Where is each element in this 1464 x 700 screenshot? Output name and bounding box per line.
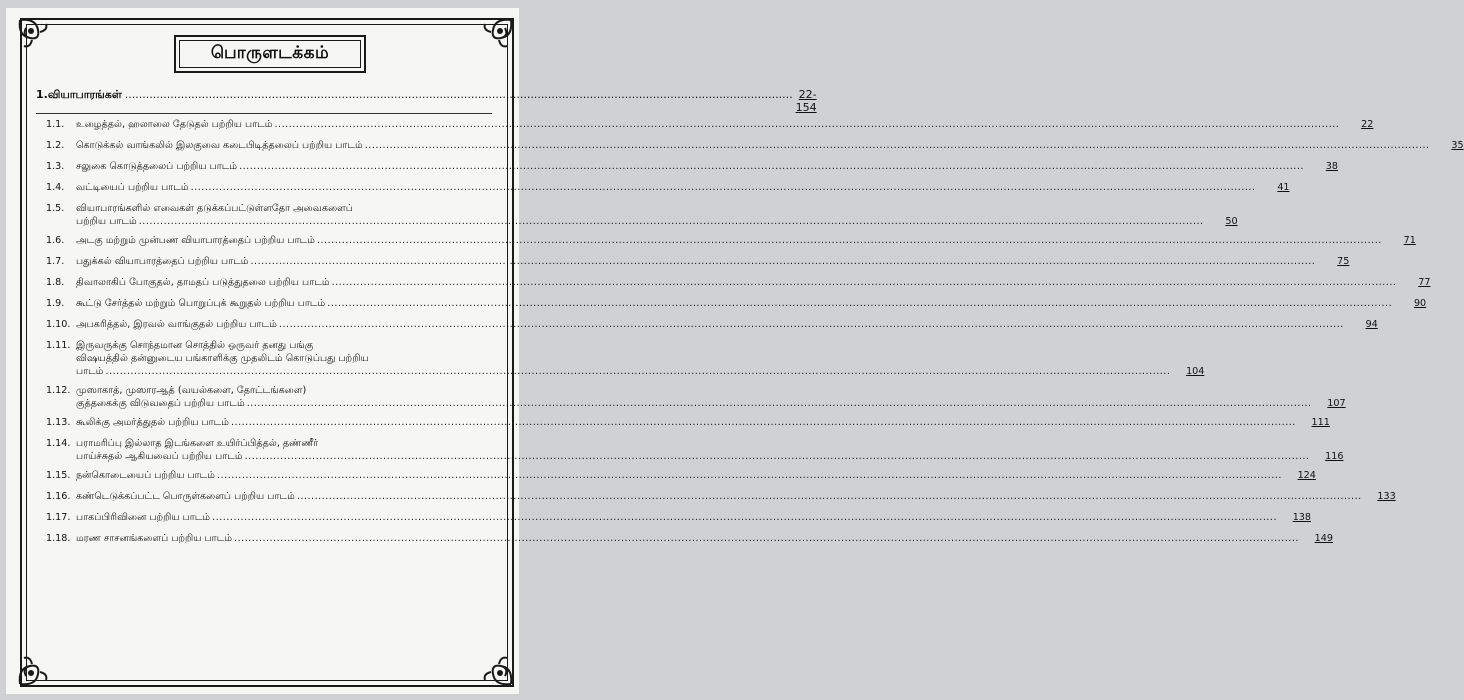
entry-title-line <box>76 339 1170 352</box>
entry-number: 1.6. <box>46 235 65 246</box>
entry-page-number: 133 <box>1377 491 1396 502</box>
entry-title-text: வட்டியைப் பற்றிய பாடம் <box>76 182 189 193</box>
leader-dots: ............................................................................................................................................................................................................................................................................................................ <box>331 277 1397 288</box>
entry-title-line <box>76 202 1204 215</box>
entry-page-number: 149 <box>1314 533 1333 544</box>
entry-page-number: 104 <box>1186 366 1205 377</box>
entry-title-text: உழைத்தல், ஹலாலை தேடுதல் பற்றிய பாடம் <box>76 119 273 130</box>
entry-page-number: 138 <box>1292 512 1312 523</box>
entry-title-text: பாடம் <box>76 366 104 377</box>
leader-dots: ............................................................................................................................................................................................................................................................................................................ <box>244 451 1310 462</box>
page-title: பொருளடக்கம் <box>174 35 366 73</box>
entry-title <box>76 139 1430 152</box>
entry-page-number: 50 <box>1225 216 1238 227</box>
entry-title-line <box>76 181 1256 194</box>
entry-number: 1.3. <box>46 161 65 172</box>
entry-number: 1.8. <box>46 277 65 288</box>
entry-number: 1.13. <box>46 417 71 428</box>
entry-title-line <box>76 450 1309 463</box>
toc-entry[interactable] <box>36 255 1350 268</box>
leader-dots: ............................................................................................................................................................................................................................................................................................................ <box>217 470 1282 481</box>
entry-title-text: பதுக்கல் வியாபாரத்தைப் பற்றிய பாடம் <box>76 256 249 267</box>
entry-number: 1.11. <box>46 340 71 351</box>
entry-title <box>76 490 1362 503</box>
book-page <box>6 8 1464 694</box>
entry-title-line <box>76 416 1296 429</box>
entry-title-text: பற்றிய பாடம் <box>76 216 137 227</box>
entry-title-line <box>76 234 1382 247</box>
entry-title-line <box>76 397 1312 410</box>
toc-entry[interactable] <box>36 416 1330 429</box>
entry-title-line <box>76 255 1315 268</box>
entry-title <box>76 416 1296 429</box>
entry-title-text: பராமரிப்பு இல்லாத இடங்களை உயிர்ப்பித்தல், தண்ணீர் <box>76 438 319 449</box>
entry-title-line <box>76 160 1304 173</box>
leader-dots: ............................................................................................................................................................................................................................................................................................................ <box>316 235 1382 246</box>
leader-dots: ............................................................................................................................................................................................................................................................................................................ <box>246 398 1312 409</box>
entry-title-text: கூட்டு சேர்த்தல் மற்றும் பொறுப்புக் கூறுதல் பற்றிய பாடம் <box>76 298 326 309</box>
entry-number: 1.4. <box>46 182 65 193</box>
toc-entry[interactable] <box>36 202 1238 228</box>
entry-title-line <box>76 318 1344 331</box>
toc-entry[interactable] <box>36 490 1396 503</box>
entry-page-number: 90 <box>1413 298 1427 309</box>
toc-entries <box>36 118 1464 545</box>
entry-title <box>76 160 1304 173</box>
toc-entry[interactable] <box>36 318 1378 331</box>
entry-title <box>76 437 1309 463</box>
entry-title-line <box>76 365 1170 378</box>
entry-title-line <box>76 352 1170 365</box>
entry-title-line <box>76 139 1430 152</box>
entry-number: 1.2. <box>46 140 65 151</box>
entry-page-number: 35 <box>1451 140 1464 151</box>
leader-dots: ............................................................................................................................................................................................... <box>124 88 793 101</box>
leader-dots: ............................................................................................................................................................................................................................................................................................................ <box>230 417 1296 428</box>
entry-title <box>76 181 1256 194</box>
entry-title-line <box>76 215 1204 228</box>
entry-number: 1.16. <box>46 491 71 502</box>
toc-entry[interactable] <box>36 118 1374 131</box>
chapter-heading[interactable] <box>36 88 817 114</box>
leader-dots: ............................................................................................................................................................................................................................................................................................................ <box>364 140 1430 151</box>
toc-entry[interactable] <box>36 532 1333 545</box>
entry-title-line <box>76 511 1277 524</box>
entry-title <box>76 276 1396 289</box>
entry-number: 1.15. <box>46 470 71 481</box>
toc-entry[interactable] <box>36 276 1431 289</box>
entry-title <box>76 118 1339 131</box>
divider <box>36 113 492 114</box>
entry-title-text: விஷயத்தில் தன்னுடைய பங்காளிக்கு முதலிடம் கொடுப்பது பற்றிய <box>76 353 369 364</box>
leader-dots: ............................................................................................................................................................................................................................................................................................................ <box>250 256 1316 267</box>
entry-title-text: இருவருக்கு சொந்தமான சொத்தில் ஒருவர் தனது பங்கு <box>76 340 314 351</box>
leader-dots: ............................................................................................................................................................................................................................................................................................................ <box>239 161 1304 172</box>
entry-title <box>76 532 1299 545</box>
entry-number: 1.7. <box>46 256 65 267</box>
entry-title-text: குத்தகைக்கு விடுவதைப் பற்றிய பாடம் <box>76 398 245 409</box>
toc-entry[interactable] <box>36 139 1464 152</box>
corner-ornament-icon <box>475 16 515 56</box>
entry-title-text: அபகரித்தல், இரவல் வாங்குதல் பற்றிய பாடம் <box>76 319 277 330</box>
entry-title <box>76 511 1277 524</box>
entry-page-number: 38 <box>1325 161 1338 172</box>
corner-ornament-icon <box>16 16 56 56</box>
toc-entry[interactable] <box>36 297 1427 310</box>
entry-title-text: முஸாகாத், முஸாரஆத் (வயல்களை, தோட்டங்களை) <box>76 385 307 396</box>
entry-title <box>76 202 1204 228</box>
entry-title-text: வியாபாரங்களில் எவைகள் தடுக்கப்பட்டுள்ளதோ அவைகளைப் <box>76 203 353 214</box>
chapter-label: 1.வியாபாரங்கள் <box>36 88 122 101</box>
entry-page-number: 75 <box>1337 256 1350 267</box>
entry-title <box>76 469 1282 482</box>
leader-dots: ............................................................................................................................................................................................................................................................................................................ <box>212 512 1278 523</box>
entry-title-text: நன்கொடையைப் பற்றிய பாடம் <box>76 470 215 481</box>
toc-entry[interactable] <box>36 339 1205 378</box>
entry-page-number: 71 <box>1403 235 1416 246</box>
entry-page-number: 41 <box>1277 182 1290 193</box>
leader-dots: ............................................................................................................................................................................................................................................................................................................ <box>234 533 1299 544</box>
entry-number: 1.5. <box>46 203 65 214</box>
entry-number: 1.18. <box>46 533 71 544</box>
entry-page-number: 111 <box>1311 417 1330 428</box>
table-of-contents <box>36 88 1464 553</box>
leader-dots: ............................................................................................................................................................................................................................................................................................................ <box>278 319 1344 330</box>
corner-ornament-icon <box>475 648 515 688</box>
entry-title-text: கண்டெடுக்கப்பட்ட பொருள்களைப் பற்றிய பாடம் <box>76 491 295 502</box>
toc-entry[interactable] <box>36 160 1338 173</box>
entry-title <box>76 384 1312 410</box>
entry-title-text: பாகப்பிரிவினை பற்றிய பாடம் <box>76 512 211 523</box>
entry-title-line <box>76 118 1339 131</box>
entry-title-line <box>76 276 1396 289</box>
entry-title-line <box>76 297 1392 310</box>
toc-entry[interactable] <box>36 181 1290 194</box>
entry-title-line <box>76 532 1299 545</box>
chapter-page-range: 22-154 <box>795 88 817 114</box>
entry-number: 1.14. <box>46 438 71 449</box>
entry-page-number: 77 <box>1418 277 1431 288</box>
entry-title-text: கூலிக்கு அமர்த்துதல் பற்றிய பாடம் <box>76 417 229 428</box>
entry-title-text: கொடுக்கல் வாங்கலில் இலகுவை கடைபிடித்தலைப் பற்றிய பாடம் <box>76 140 363 151</box>
entry-page-number: 116 <box>1325 451 1344 462</box>
entry-title-text: திவாலாகிப் போகுதல், தாமதப் படுத்துதலை பற்றிய பாடம் <box>76 277 330 288</box>
leader-dots: ............................................................................................................................................................................................................................................................................................................ <box>190 182 1256 193</box>
entry-title <box>76 234 1382 247</box>
leader-dots: ............................................................................................................................................................................................................................................................................................................ <box>327 298 1393 309</box>
entry-title-text: அடகு மற்றும் முன்பண வியாபாரத்தைப் பற்றிய பாடம் <box>76 235 315 246</box>
entry-title-line <box>76 437 1309 450</box>
entry-title <box>76 318 1344 331</box>
entry-title-line <box>76 469 1282 482</box>
entry-title-text: பாய்ச்சுதல் ஆகியவைப் பற்றிய பாடம் <box>76 451 243 462</box>
entry-page-number: 94 <box>1365 319 1378 330</box>
toc-entry[interactable] <box>36 384 1346 410</box>
entry-number: 1.1. <box>46 119 65 130</box>
entry-title-text: சலுகை கொடுத்தலைப் பற்றிய பாடம் <box>76 161 238 172</box>
toc-entry[interactable] <box>36 511 1312 524</box>
entry-number: 1.17. <box>46 512 71 523</box>
toc-entry[interactable] <box>36 234 1416 247</box>
toc-entry[interactable] <box>36 469 1316 482</box>
entry-number: 1.12. <box>46 385 71 396</box>
entry-page-number: 22 <box>1361 119 1374 130</box>
entry-page-number: 107 <box>1327 398 1346 409</box>
entry-title-line <box>76 384 1312 397</box>
entry-number: 1.9. <box>46 298 65 309</box>
entry-title-line <box>76 490 1362 503</box>
entry-number: 1.10. <box>46 319 71 330</box>
corner-ornament-icon <box>16 648 56 688</box>
entry-title <box>76 255 1315 268</box>
leader-dots: ............................................................................................................................................................................................................................................................................................................ <box>138 216 1204 227</box>
leader-dots: ............................................................................................................................................................................................................................................................................................................ <box>274 119 1340 130</box>
leader-dots: ............................................................................................................................................................................................................................................................................................................ <box>296 491 1362 502</box>
entry-title-text: மரண சாசனங்களைப் பற்றிய பாடம் <box>76 533 233 544</box>
entry-title <box>76 297 1392 310</box>
leader-dots: ............................................................................................................................................................................................................................................................................................................ <box>105 366 1171 377</box>
entry-page-number: 124 <box>1297 470 1316 481</box>
toc-entry[interactable] <box>36 437 1344 463</box>
entry-title <box>76 339 1170 378</box>
